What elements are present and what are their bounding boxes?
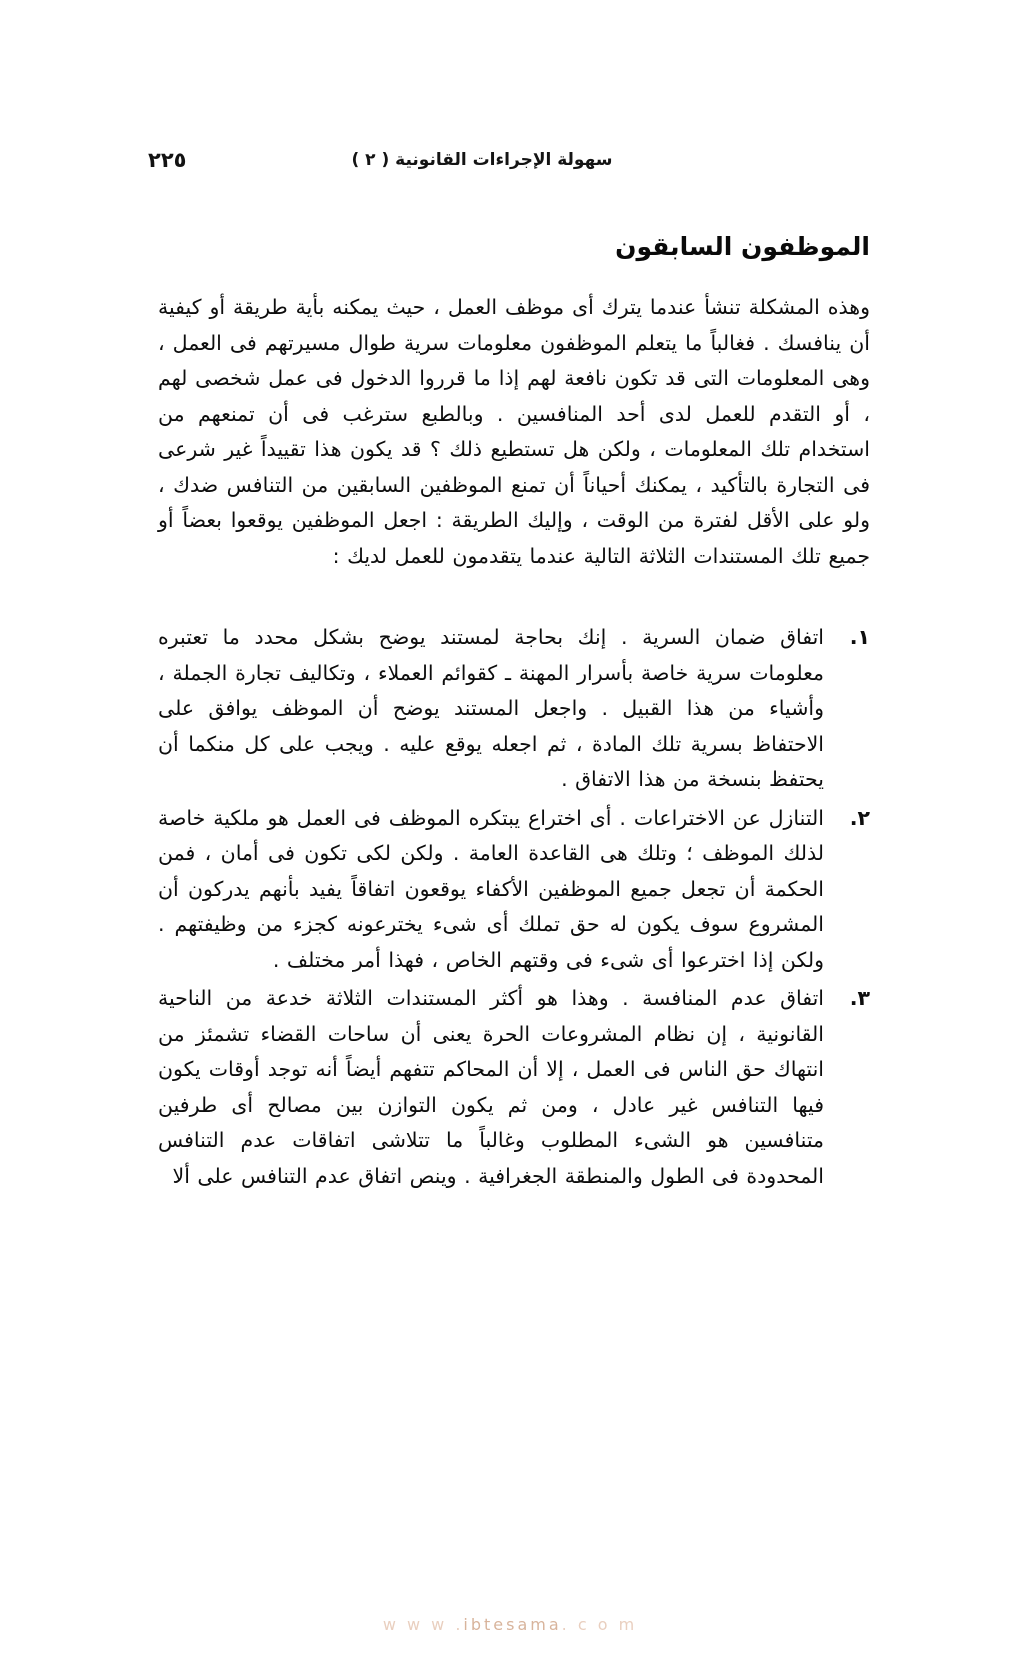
book-title: سهولة الإجراءات القانونية ( ٢ ) [351,150,613,170]
list-item-marker: ٢. [849,805,870,830]
watermark-suffix: . c o m [561,1615,638,1634]
page-number: ٢٢٥ [148,148,187,172]
list-item [158,801,870,979]
list-item-marker: ١. [849,625,870,649]
list-item-marker: ٣. [849,986,870,1010]
list-item [158,620,870,798]
section-heading: الموظفون السابقون [615,232,870,261]
list-item-text: التنازل عن الاختراعات . أى اختراع يبتكره الموظف فى العمل هو ملكية خاصة لذلك الموظف ؛ وتلك هى القاعدة العامة . ولكن لكى تكون فى أمان ، فمن الحكمة أن تجعل جميع الموظفين الأكفاء يوقعون اتفاقاً يفيد بأنهم يدركون أن المشروع سوف يكون له حق تملك أى شىء يخترعونه كجزء من وظيفتهم . ولكن إذا اخترعوا أى شىء فى وقتهم الخاص ، فهذا أمر مختلف . [158,805,824,972]
numbered-document-list [158,620,870,1194]
footer-watermark [0,1615,1020,1634]
list-item-text: اتفاق ضمان السرية . إنك بحاجة لمستند يوضح بشكل محدد ما تعتبره معلومات سرية خاصة بأسرار المهنة ـ كقوائم العملاء ، وتكاليف تجارة الجملة ، وأشياء من هذا القبيل . واجعل المستند يوضح أن الموظف يوافق على الاحتفاظ بسرية تلك المادة ، ثم اجعله يوقع عليه . ويجب على كل منكما أن يحتفظ بنسخة من هذا الاتفاق . [158,625,824,791]
running-header [0,148,1020,182]
intro-paragraph: وهذه المشكلة تنشأ عندما يترك أى موظف العمل ، حيث يمكنه بأية طريقة أو كيفية أن ينافسك . فغالباً ما يتعلم الموظفون معلومات سرية طوال مسيرتهم فى العمل ، وهى المعلومات التى قد تكون نافعة لهم إذا ما قرروا الدخول فى عمل شخصى لهم ، أو التقدم للعمل لدى أحد المنافسين . وبالطبع سترغب فى أن تمنعهم من استخدام تلك المعلومات ، ولكن هل تستطيع ذلك ؟ قد يكون هذا تقييداً غير شرعى فى التجارة بالتأكيد ، يمكنك أحياناً أن تمنع الموظفين السابقين من التنافس ضدك ، ولو على الأقل لفترة من الوقت ، وإليك الطريقة : اجعل الموظفين يوقعوا بعضاً أو جميع تلك المستندات الثلاثة التالية عندما يتقدمون للعمل لديك : [158,295,870,568]
list-item [158,981,870,1194]
watermark-domain: ibtesama [463,1615,562,1634]
list-item-text: اتفاق عدم المنافسة . وهذا هو أكثر المستندات الثلاثة خدعة من الناحية القانونية ، إن نظام المشروعات الحرة يعنى أن ساحات القضاء تشمئز من انتهاك حق الناس فى العمل ، إلا أن المحاكم تتفهم أيضاً أنه توجد أوقات يكون فيها التنافس غير عادل ، ومن ثم يكون التوازن بين مصالح أى طرفين متنافسين هو الشىء المطلوب وغالباً ما تتلاشى اتفاقات عدم التنافس المحدودة فى الطول والمنطقة الجغرافية . وينص اتفاق عدم التنافس على ألا [158,986,824,1188]
text-column [158,232,870,1197]
watermark-prefix: w w w . [382,1615,464,1634]
